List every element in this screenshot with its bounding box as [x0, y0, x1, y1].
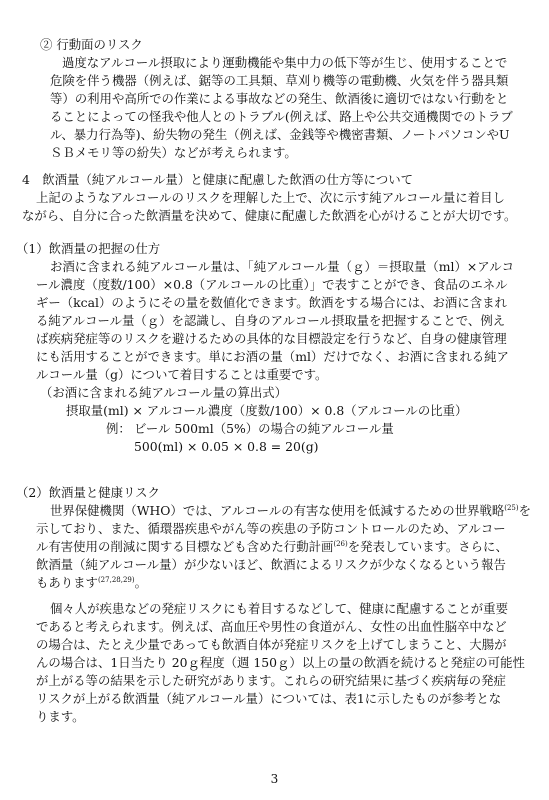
line-text: ル有害使用の削減に関する目標なども含めた行動計画 [36, 539, 334, 554]
subsection-heading-behavior-risk: ② 行動面のリスク [40, 37, 143, 52]
formula-title: （お酒に含まれる純アルコール量の算出式） [40, 385, 288, 400]
line-text: 。 [134, 575, 147, 590]
reference-25: (25) [504, 503, 519, 512]
paragraph-line: ながら、自分に合った飲酒量を決めて、健康に配慮した飲酒を心がけることが大切です。 [22, 208, 517, 223]
paragraph-line: ギー（kcal）のようにその量を数値化できます。飲酒をする場合には、お酒に含まれ [36, 295, 507, 310]
line-text: 世界保健機関（WHO）では、アルコールの有害な使用を低減するための世界戦略 [50, 503, 505, 518]
paragraph-line: ＳＢメモリ等の紛失）などが考えられます。 [50, 145, 297, 160]
example-calculation: 500(ml) × 0.05 × 0.8 = 20(g) [134, 439, 319, 454]
example-text: ビール 500ml（5%）の場合の純アルコール量 [134, 421, 394, 436]
paragraph-line: 過度なアルコール摂取により運動機能や集中力の低下等が生じ、使用することで [62, 55, 508, 70]
paragraph-line: んの場合は、1日当たり 20ｇ程度（週 150ｇ）以上の量の飲酒を続けると発症の可能性 [36, 655, 525, 670]
paragraph-line: 等）の利用や高所での作業による事故などの発生、飲酒後に適切ではない行動をと [50, 91, 509, 106]
paragraph-line: 上記のようなアルコールのリスクを理解した上で、次に示す純アルコール量に着目し [36, 190, 505, 205]
paragraph-line: お酒に含まれる純アルコール量は、「純アルコール量（ｇ）＝摂取量（ml）×アルコ [50, 259, 514, 274]
paragraph-line [50, 502, 531, 520]
line-text: を [518, 503, 532, 518]
paragraph-line: 飲酒量（純アルコール量）が少ないほど、飲酒によるリスクが少なくなるという報告 [36, 557, 506, 572]
paragraph-line [36, 538, 508, 556]
paragraph-line: ります。 [36, 709, 85, 724]
paragraph-line: ール濃度（度数/100）×0.8（アルコールの比重）」で表すことができ、食品のエネル [36, 277, 508, 292]
reference-27-28-29: (27,28,29) [97, 575, 135, 584]
paragraph-line: ば疾病発症等のリスクを避けるための具体的な目標設定を行うなど、自身の健康管理 [36, 331, 507, 346]
reference-26: (26) [333, 539, 348, 548]
paragraph-line: が上がる等の結果を示した研究があります。これらの研究結果に基づく疾病毎の発症 [36, 673, 506, 688]
paragraph-line [36, 574, 147, 592]
paragraph-line: ることによっての怪我や他人とのトラブル(例えば、路上や公共交通機関でのトラブ [50, 109, 513, 124]
paragraph-line: ルコール量（g）について着目することは重要です。 [36, 367, 328, 382]
section-heading-4: 4 飲酒量（純アルコール量）と健康に配慮した飲酒の仕方等について [22, 172, 414, 187]
paragraph-line: の場合は、たとえ少量であっても飲酒自体が発症リスクを上げてしまうこと、大腸が [36, 637, 507, 652]
page-number: 3 [270, 772, 279, 786]
paragraph-line: ル、暴力行為等)、紛失物の発生（例えば、金銭等や機密書類、ノートパソコンやU [50, 127, 510, 142]
formula: 摂取量(ml) × アルコール濃度（度数/100）× 0.8（アルコールの比重） [66, 403, 468, 418]
paragraph-line: 個々人が疾患などの発症リスクにも着目するなどして、健康に配慮することが重要 [50, 601, 508, 616]
paragraph-line: 危険を伴う機器（例えば、鋸等の工具類、草刈り機等の電動機、火気を伴う器具類 [50, 73, 509, 88]
subsection-heading-4-2: （2）飲酒量と健康リスク [16, 485, 160, 500]
line-text: を発表しています。さらに、 [347, 539, 508, 554]
paragraph-line: る純アルコール量（ｇ）を認識し、自身のアルコール摂取量を把握することで、例え [36, 313, 506, 328]
paragraph-line: 示しており、また、循環器疾患やがん等の疾患の予防コントロールのため、アルコー [36, 521, 506, 536]
paragraph-line: であると考えられます。例えば、高血圧や男性の食道がん、女性の出血性脳卒中など [36, 619, 507, 634]
line-text: もあります [36, 575, 98, 590]
subsection-heading-4-1: （1）飲酒量の把握の仕方 [16, 241, 161, 256]
paragraph-line: にも活用することができます。単にお酒の量（ml）だけでなく、お酒に含まれる純ア [36, 349, 509, 364]
paragraph-line: リスクが上がる飲酒量（純アルコール量）については、表1に示したものが参考とな [36, 691, 502, 706]
example-label: 例： [106, 421, 131, 436]
